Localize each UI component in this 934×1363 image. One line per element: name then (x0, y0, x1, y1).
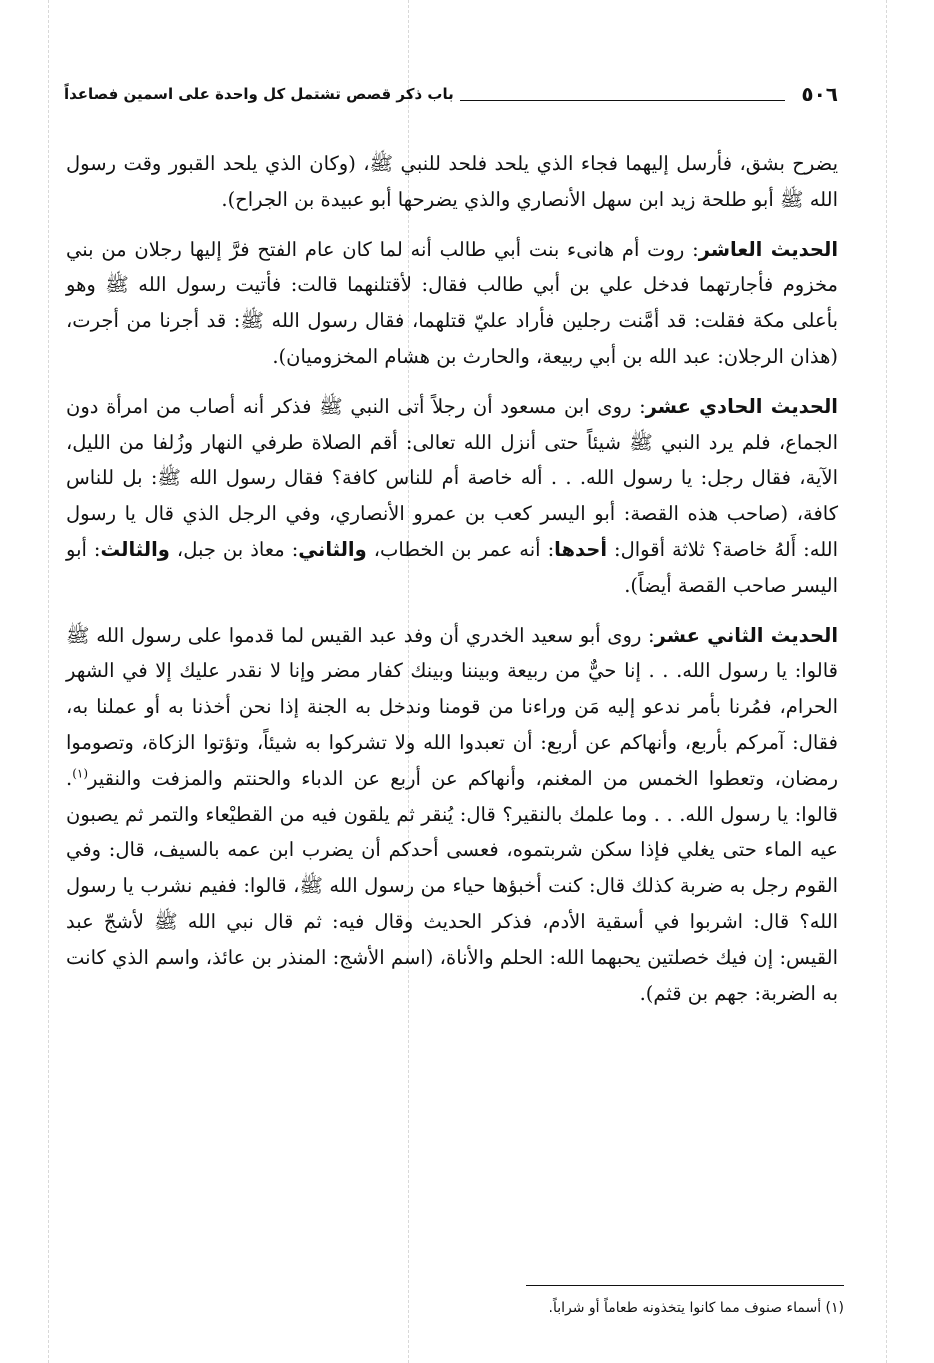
bold-term: أحدها (554, 537, 608, 561)
paragraph-1 (66, 146, 838, 218)
page-header (64, 78, 838, 110)
paragraph-text: : أبو اليسر صاحب القصة أيضاً). (66, 537, 838, 597)
bold-term: والثالث (100, 537, 170, 561)
hadith-heading: الحديث العاشر (698, 237, 838, 261)
paragraph-text: : روى ابن مسعود أن رجلاً أتى النبي ﷺ فذكر أنه أصاب من امرأة دون الجماع، فلم يرد النبي ﷺ شيئاً حتى أنزل الله تعالى: أقم الصلاة طرفي النهار وزُلفا من الليل، الآية، فقال رجل: يا رسول الله. . . أله خاصة أم للناس كافة؟ فقال رسول الله ﷺ: بل للناس كافة، (صاحب هذه القصة: أبو اليسر كعب بن عمرو الأنصاري، وفي الرجل الذي قال يا رسول الله: أَلهُ خاصة؟ ثلاثة أقوال: (66, 394, 839, 561)
paragraph-text: : أنه عمر بن الخطاب، (366, 537, 555, 561)
body-text (66, 146, 838, 1025)
paragraph-text: : معاذ بن جبل، (169, 537, 299, 561)
paragraph-text: يضرح بشق، فأرسل إليهما فجاء الذي يلحد فلحد للنبي ﷺ، (وكان الذي يلحد القبور وقت رسول الله ﷺ أبو طلحة زيد ابن سهل الأنصاري والذي يضرحها أبو عبيدة بن الجراح). (66, 152, 838, 211)
running-title: باب ذكر قصص تشتمل كل واحدة على اسمين فصاعداً (64, 85, 454, 103)
footnote-reference[interactable]: (١) (72, 766, 89, 781)
bold-term: والثاني (298, 537, 367, 561)
page-number: ٥٠٦ (801, 82, 838, 106)
scan-guide-line (886, 0, 887, 1363)
paragraph-hadith-12 (66, 618, 838, 1012)
paragraph-text: : روى أبو سعيد الخدري أن وفد عبد القيس لما قدموا على رسول الله ﷺ قالوا: يا رسول الله. . . إنا حيٌّ من ربيعة وبيننا وبينك كفار مضر وإنا لا نقدر عليك إلا في الشهر الحرام، فمُرنا بأمر ندعو إليه مَن وراءنا من قومنا وندخل به الجنة إذا نحن أخذنا به أو عملنا به، فقال: آمركم بأربع، وأنهاكم عن أربع: أن تعبدوا الله ولا تشركوا به شيئاً، وتؤتوا الزكاة، وتصوموا رمضان، وتعطوا الخمس من المغنم، وأنهاكم عن أربع عن الدباء والحنتم والمزفت والنقير (66, 623, 838, 790)
footnote: (١) أسماء صنوف مما كانوا يتخذونه طعاماً أو شراباً. (548, 1300, 844, 1316)
hadith-heading: الحديث الثاني عشر (654, 623, 839, 647)
paragraph-text: : روت أم هانىء بنت أبي طالب أنه لما كان عام الفتح فرَّ إليها رجلان من بني مخزوم فأجارتهما فدخل علي بن أبي طالب فقال: لأقتلنهما قالت: فأتيت رسول الله ﷺ وهو بأعلى مكة فقلت: قد أمَّنت رجلين فأراد عليّ قتلهما، فقال رسول الله ﷺ: قد أجرنا من أجرت، (هذان الرجلان: عبد الله بن أبي ربيعة، والحارث بن هشام المخزوميان). (66, 237, 838, 368)
header-rule (460, 100, 786, 101)
paragraph-hadith-11 (66, 389, 838, 604)
scan-guide-line (48, 0, 49, 1363)
footnote-divider (526, 1285, 844, 1286)
paragraph-text: . قالوا: يا رسول الله. . . وما علمك بالنقير؟ قال: يُنقر ثم يلقون فيه من القطيْعاء والتمر ثم يصبون عيه الماء حتى يغلي فإذا سكن شربتموه، فعسى أحدكم أن يضرب ابن عمه بالسيف، قال: وفي القوم رجل به ضربة كذلك قال: كنت أخبؤها حياء من رسول الله ﷺ، قالوا: ففيم نشرب يا رسول الله؟ قال: اشربوا في أسقية الأدم، فذكر الحديث وقال فيه: ثم قال نبي الله ﷺ لأشجّ عبد القيس: إن فيك خصلتين يحبهما الله: الحلم والأناة، (اسم الأشج: المنذر بن عائذ، واسم الذي كانت به الضربة: جهم بن قثم). (66, 766, 838, 1005)
paragraph-hadith-10 (66, 232, 838, 375)
hadith-heading: الحديث الحادي عشر (645, 394, 838, 418)
